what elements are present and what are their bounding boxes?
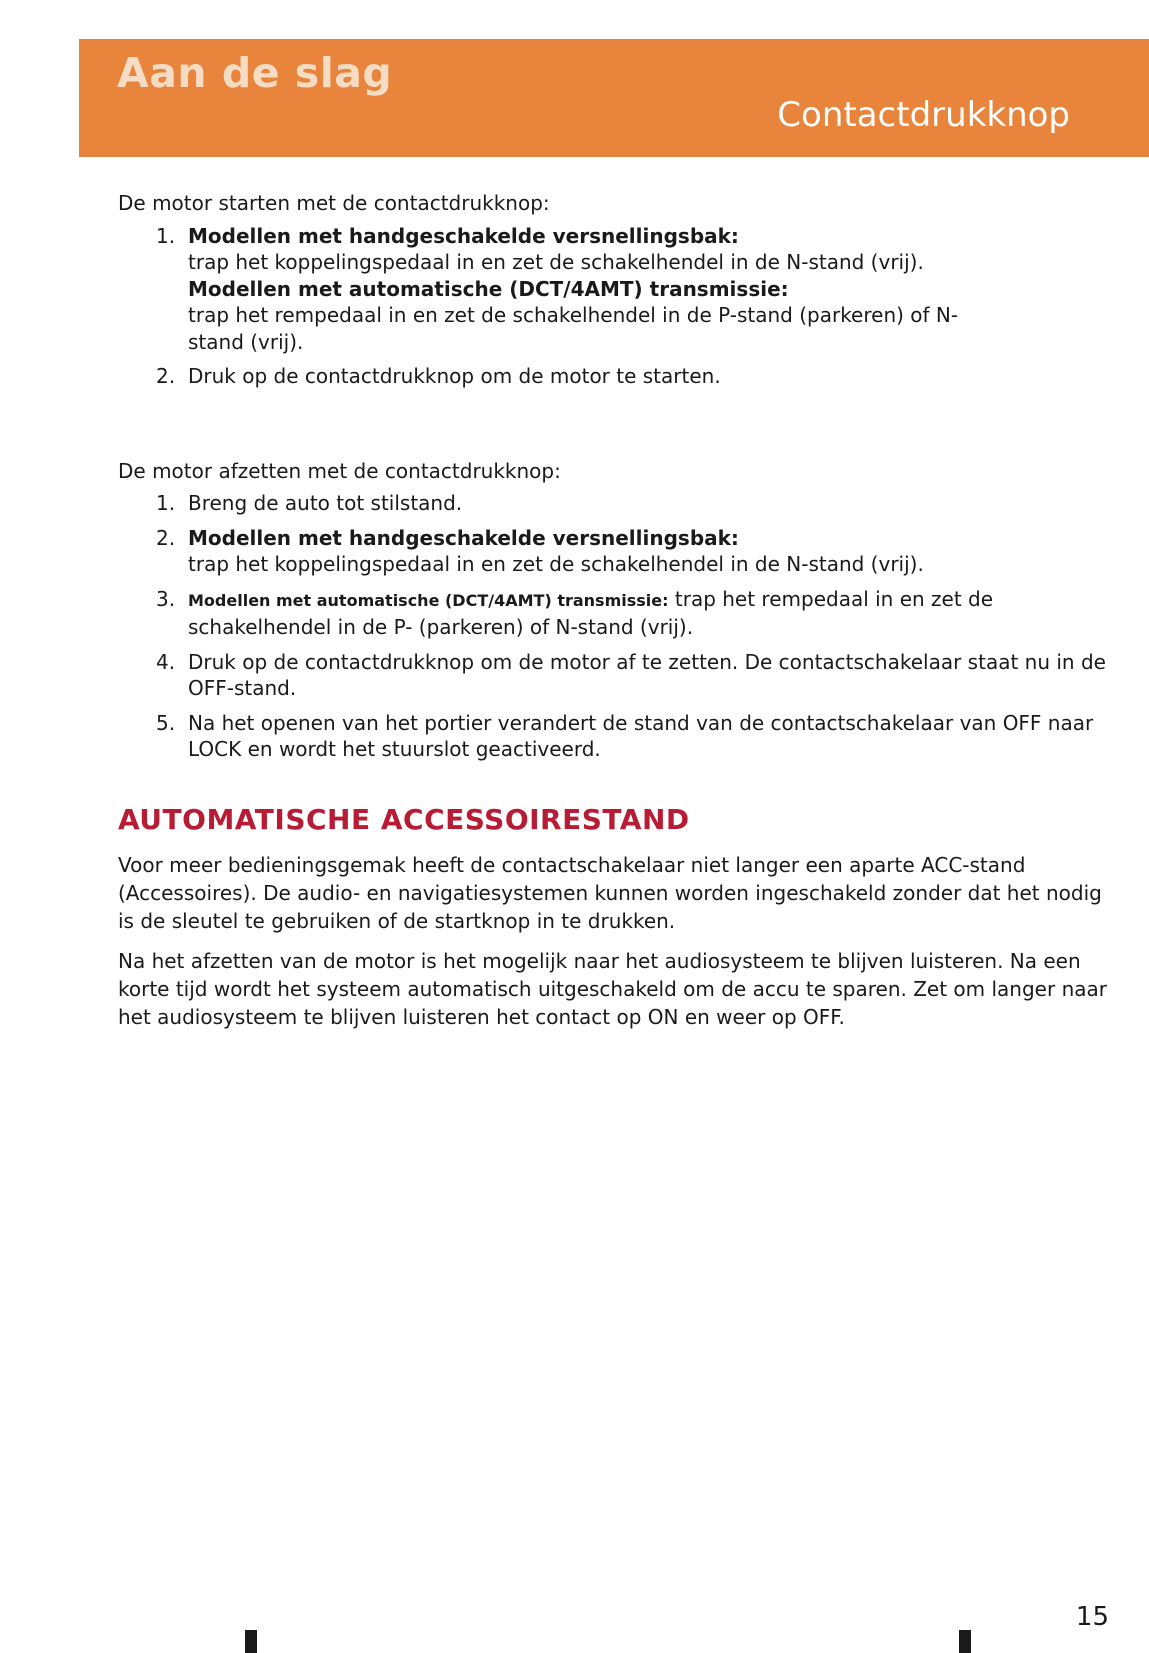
paragraph: Na het afzetten van de motor is het mogelijk naar het audiosysteem te blijven luisteren. Na een korte tijd wordt het systeem automatisch uitgeschakeld om de accu te sparen. Zet om langer naar het audiosysteem te blijven luisteren het contact op ON en weer op OFF. xyxy=(118,948,1107,1029)
step-text: trap het rempedaal in en zet de schakelhendel in de P- (parkeren) of N-stand (vrij). xyxy=(188,586,994,639)
list-item xyxy=(118,363,1108,390)
crop-mark xyxy=(245,1630,257,1653)
list-item xyxy=(118,525,1108,578)
list-item xyxy=(118,586,1108,641)
step-label: Modellen met automatische (DCT/4AMT) transmissie: xyxy=(188,276,789,301)
step-text: Druk op de contactdrukknop om de motor te starten. xyxy=(188,364,721,388)
step-number: 1. xyxy=(156,491,176,515)
section-title: Contactdrukknop xyxy=(777,95,1070,135)
step-label: Modellen met automatische (DCT/4AMT) transmissie: xyxy=(188,590,669,610)
step-label: Modellen met handgeschakelde versnellingsbak: xyxy=(188,223,739,248)
step-number: 4. xyxy=(156,649,176,674)
step-number: 2. xyxy=(156,525,176,550)
section-heading: AUTOMATISCHE ACCESSOIRESTAND xyxy=(118,802,690,836)
page-number: 15 xyxy=(1075,1602,1109,1632)
step-label: Modellen met handgeschakelde versnellingsbak: xyxy=(188,525,739,550)
step-number: 1. xyxy=(156,223,176,248)
step-text: trap het koppelingspedaal in en zet de schakelhendel in de N-stand (vrij). xyxy=(188,250,924,274)
step-text: trap het rempedaal in en zet de schakelhendel in de P-stand (parkeren) of N-stand (vrij). xyxy=(188,303,959,354)
page-header xyxy=(79,39,1149,157)
step-number: 5. xyxy=(156,710,176,735)
step-number: 2. xyxy=(156,364,176,388)
start-steps-list xyxy=(118,223,1108,390)
page-content xyxy=(118,190,1108,1043)
crop-mark xyxy=(959,1630,971,1653)
paragraph: Voor meer bedieningsgemak heeft de contactschakelaar niet langer een aparte ACC-stand (Accessoires). De audio- en navigatiesystemen kunnen worden ingeschakeld zonder dat het nodig is de sleutel te gebruiken of de startknop in te drukken. xyxy=(118,852,1102,933)
start-intro: De motor starten met de contactdrukknop: xyxy=(118,191,550,215)
step-text: Druk op de contactdrukknop om de motor af te zetten. De contactschakelaar staat nu in de OFF-stand. xyxy=(188,649,1106,700)
step-text: trap het koppelingspedaal in en zet de schakelhendel in de N-stand (vrij). xyxy=(188,552,924,576)
step-text: Breng de auto tot stilstand. xyxy=(188,491,463,515)
list-item xyxy=(118,223,1108,356)
stop-intro: De motor afzetten met de contactdrukknop: xyxy=(118,458,561,483)
list-item xyxy=(118,710,1108,763)
stop-steps-list xyxy=(118,490,1108,763)
list-item xyxy=(118,490,1108,517)
step-text: Na het openen van het portier verandert de stand van de contactschakelaar van OFF naar LOCK en wordt het stuurslot geactiveerd. xyxy=(188,710,1094,761)
step-number: 3. xyxy=(156,586,176,611)
chapter-title: Aan de slag xyxy=(117,49,393,97)
list-item xyxy=(118,649,1108,702)
